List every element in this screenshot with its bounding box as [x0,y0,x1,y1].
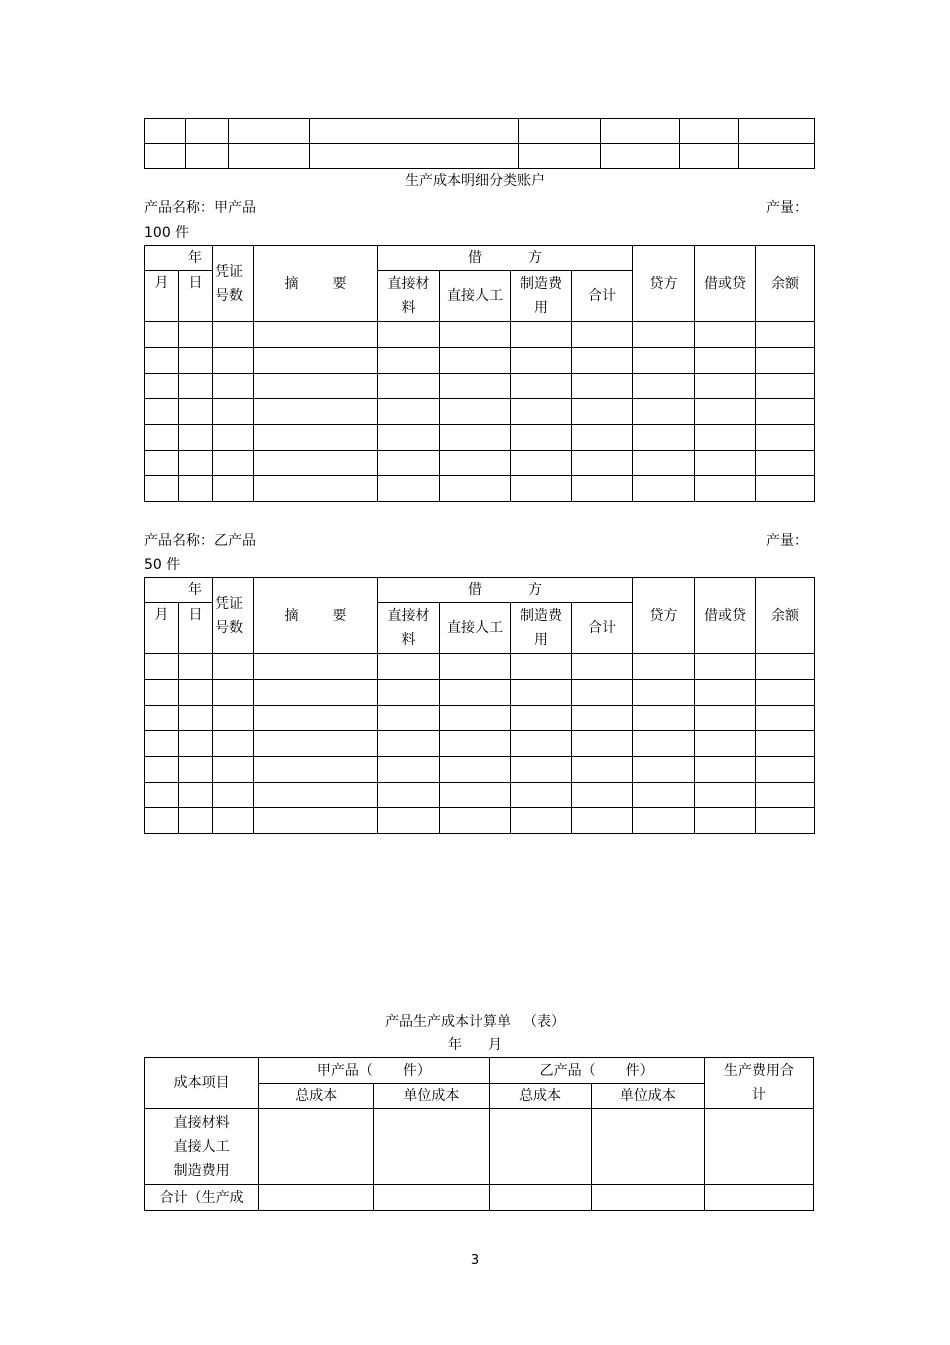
header-credit: 贷方 [633,246,695,322]
ledger-table-a [144,245,815,502]
ledger-title: 生产成本明细分类账户 [405,173,545,189]
header-day: 日 [179,271,213,322]
header-credit: 贷方 [633,578,695,654]
a-total-cost-header: 总成本 [259,1084,374,1109]
cost-sheet-table [144,1057,814,1211]
header-year: 年 [145,578,213,603]
table-row [145,783,815,808]
subtotal-label: 合计（生产成 [145,1185,259,1211]
table-row [145,808,815,834]
item-materials: 直接材料 [173,1114,230,1131]
a-unit-cost-header: 单位成本 [374,1084,489,1109]
header-summary: 摘 要 [254,578,378,654]
table-row [145,399,815,425]
total-expense-header: 生产费用合 计 [704,1058,813,1109]
header-materials: 直接材 料 [378,271,440,322]
product-b-name: 产品名称：乙产品 [144,533,256,549]
header-dr-or-cr: 借或贷 [695,246,756,322]
product-a-header: 甲产品（ 件） [259,1058,489,1084]
table-row [145,425,815,451]
header-materials: 直接材 料 [378,603,440,654]
header-day: 日 [179,603,213,654]
product-a-qty-value: 100 件 [144,225,190,241]
item-labor: 直接人工 [173,1138,230,1155]
header-balance: 余额 [756,246,815,322]
header-dr-or-cr: 借或贷 [695,578,756,654]
table-row [145,348,815,374]
table-row [145,476,815,502]
header-balance: 余额 [756,578,815,654]
product-b-header: 乙产品（ 件） [489,1058,704,1084]
product-b-qty-value: 50 件 [144,557,181,573]
header-year: 年 [145,246,213,271]
table-row [145,451,815,476]
header-summary: 摘 要 [254,246,378,322]
header-debit: 借 方 [378,578,633,603]
header-labor: 直接人工 [440,271,511,322]
header-labor: 直接人工 [440,603,511,654]
product-a-name: 产品名称：甲产品 [144,200,256,216]
page-number: 3 [470,1253,480,1268]
header-total: 合计 [572,603,633,654]
ledger-table-b [144,577,815,834]
table-row [145,374,815,399]
header-month: 月 [145,271,179,322]
cost-item-header: 成本项目 [145,1058,259,1109]
item-overhead: 制造费用 [173,1162,230,1179]
product-a-qty-label: 产量： [766,200,808,216]
top-fragment-table [144,118,815,169]
cost-sheet-title: 产品生产成本计算单 （表） [385,1014,565,1030]
product-b-qty-label: 产量： [766,533,808,549]
header-month: 月 [145,603,179,654]
table-row [145,680,815,706]
header-voucher: 凭证 号数 [213,246,254,322]
table-row [145,757,815,783]
b-total-cost-header: 总成本 [489,1084,591,1109]
table-row [145,322,815,348]
header-overhead: 制造费 用 [511,603,572,654]
cost-sheet-date: 年 月 [448,1037,502,1053]
cost-items-cell [145,1109,259,1185]
table-row [145,706,815,731]
b-unit-cost-header: 单位成本 [591,1084,704,1109]
table-row [145,731,815,757]
table-row [145,654,815,680]
header-debit: 借 方 [378,246,633,271]
header-overhead: 制造费 用 [511,271,572,322]
header-total: 合计 [572,271,633,322]
header-voucher: 凭证 号数 [213,578,254,654]
